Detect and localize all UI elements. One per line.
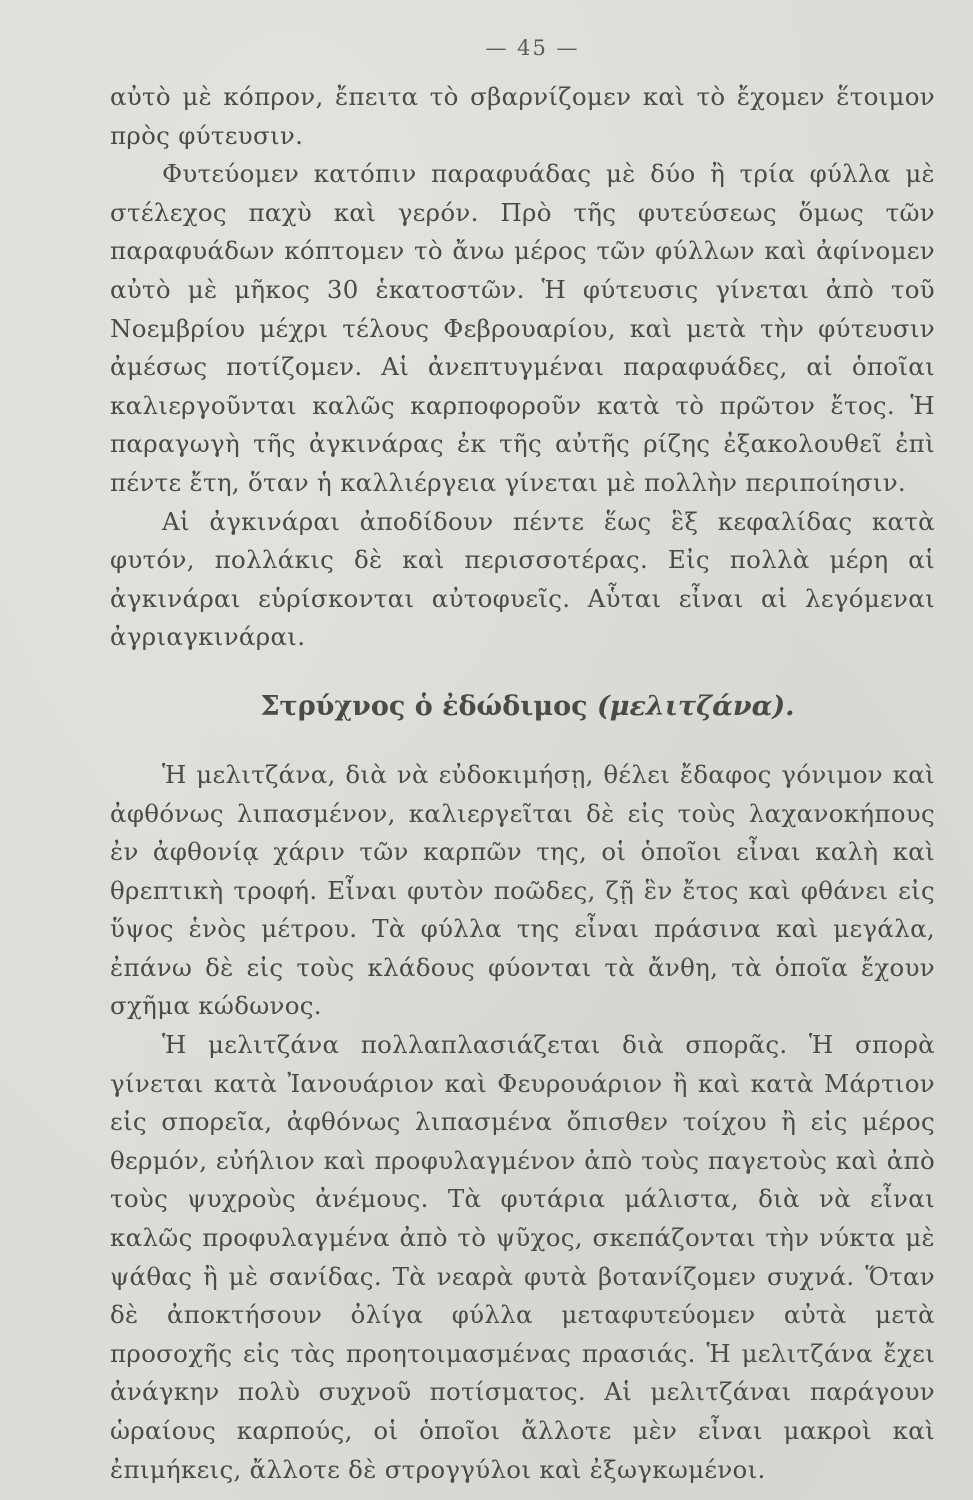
paragraph-eggplant-propagation: Ἡ μελιτζάνα πολλαπλασιάζεται διὰ σπορᾶς. Ἡ σπορὰ γίνεται κατὰ Ἰανουάριον καὶ Φευρουάριον ἢ καὶ κατὰ Μάρτιον εἰς σπορεῖα, ἀφθόνως λιπασμένα ὄπισθεν τοίχου ἢ εἰς μέρος θερμόν, εὐήλιον καὶ προφυλαγμένον ἀπὸ τοὺς παγετοὺς καὶ ἀπὸ τοὺς ψυχροὺς ἀνέμους. Τὰ φυτάρια μάλιστα, διὰ νὰ εἶναι καλῶς προφυλαγμένα ἀπὸ τὸ ψῦχος, σκεπάζονται τὴν νύκτα μὲ ψάθας ἢ μὲ σανίδας. Τὰ νεαρὰ φυτὰ βοτανίζομεν συχνά. Ὅταν δὲ ἀποκτήσουν ὀλίγα φύλλα μεταφυτεύομεν αὐτὰ μετὰ προσοχῆς εἰς τὰς προητοιμασμένας πρασιάς. Ἡ μελιτζάνα ἔχει ἀνάγκην πολὺ συχνοῦ ποτίσματος. Αἱ μελιτζάναι παράγουν ὡραίους καρπούς, οἱ ὁποῖοι ἄλλοτε μὲν εἶναι μακροὶ καὶ ἐπιμήκεις, ἄλλοτε δὲ στρογγύλοι καὶ ἐξωγκωμένοι. (110, 1030, 935, 1484)
paragraph-continuation: αὐτὸ μὲ κόπρον, ἔπειτα τὸ σβαρνίζομεν καὶ τὸ ἔχομεν ἕτοιμον πρὸς φύτευσιν. (110, 82, 935, 150)
paragraph-eggplant-description: Ἡ μελιτζάνα, διὰ νὰ εὐδοκιμήσῃ, θέλει ἔδαφος γόνιμον καὶ ἀφθόνως λιπασμένον, καλιεργεῖται δὲ εἰς τοὺς λαχανοκήπους ἐν ἀφθονίᾳ χάριν τῶν καρπῶν της, οἱ ὁποῖοι εἶναι καλὴ καὶ θρεπτικὴ τροφή. Εἶναι φυτὸν ποῶδες, ζῇ ἓν ἔτος καὶ φθάνει εἰς ὕψος ἑνὸς μέτρου. Τὰ φύλλα της εἶναι πράσινα καὶ μεγάλα, ἐπάνω δὲ εἰς τοὺς κλάδους φύονται τὰ ἄνθη, τὰ ὁποῖα ἔχουν σχῆμα κώδωνος. (110, 759, 935, 1021)
paragraph-planting: Φυτεύομεν κατόπιν παραφυάδας μὲ δύο ἢ τρία φύλλα μὲ στέλεχος παχὺ καὶ γερόν. Πρὸ τῆς φυτεύσεως ὅμως τῶν παραφυάδων κόπτομεν τὸ ἄνω μέρος τῶν φύλλων καὶ ἀφίνομεν αὐτὸ μὲ μῆκος 30 ἑκατοστῶν. Ἡ φύτευσις γίνεται ἀπὸ τοῦ Νοεμβρίου μέχρι τέλους Φεβρουαρίου, καὶ μετὰ τὴν φύτευσιν ἀμέσως ποτίζομεν. Αἱ ἀνεπτυγμέναι παραφυάδες, αἱ ὁποῖαι καλιεργοῦνται καλῶς καρποφοροῦν κατὰ τὸ πρῶτον ἔτος. Ἡ παραγωγὴ τῆς ἀγκινάρας ἐκ τῆς αὐτῆς ρίζης ἐξακολουθεῖ ἐπὶ πέντε ἔτη, ὅταν ἡ καλλιέργεια γίνεται μὲ πολλὴν περιποίησιν. (110, 159, 935, 497)
page-number: — 45 — (485, 36, 580, 60)
section-heading-main: Στρύχνος ὁ ἐδώδιμος (260, 690, 588, 722)
paragraph-yield: Αἱ ἀγκινάραι ἀποδίδουν πέντε ἕως ἓξ κεφαλίδας κατὰ φυτόν, πολλάκις δὲ καὶ περισσοτέρας. Εἰς πολλὰ μέρη αἱ ἀγκινάραι εὑρίσκονται αὐτοφυεῖς. Αὗται εἶναι αἱ λεγόμεναι ἀγριαγκινάραι. (110, 506, 935, 652)
section-heading (110, 691, 935, 722)
section-heading-sub: (μελιτζάνα). (596, 690, 795, 722)
